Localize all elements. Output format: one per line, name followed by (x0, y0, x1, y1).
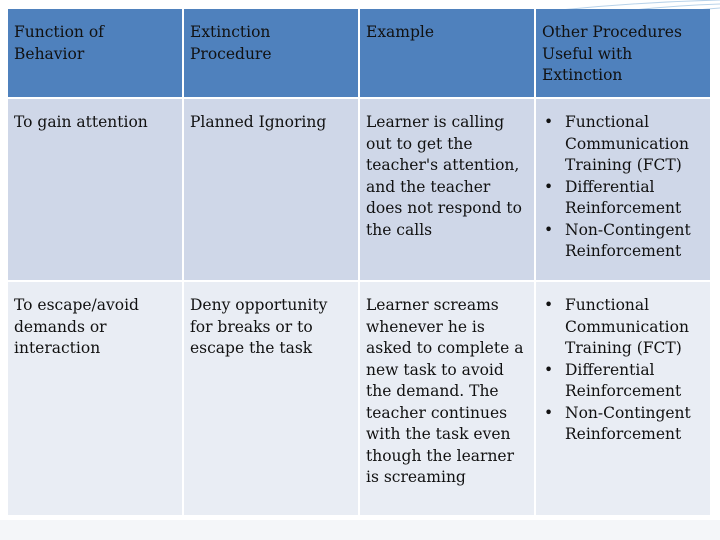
other-procedures-list (542, 295, 704, 446)
cell-example: Learner screams whenever he is asked to complete a new task to avoid the demand. The teacher continues with the task even though the learner is screaming (360, 282, 534, 515)
list-item: • Non-Contingent Reinforcement (542, 220, 704, 263)
list-item: • Differential Reinforcement (542, 177, 704, 220)
cell-function: To escape/avoid demands or interaction (8, 282, 182, 515)
cell-procedure: Deny opportunity for breaks or to escape the task (184, 282, 358, 515)
bottom-strip (0, 520, 720, 540)
table-row (8, 282, 710, 515)
cell-function: To gain attention (8, 99, 182, 280)
list-item: • Differential Reinforcement (542, 360, 704, 403)
cell-other-procedures (536, 99, 710, 280)
extinction-procedures-table (6, 7, 712, 517)
cell-procedure: Planned Ignoring (184, 99, 358, 280)
list-item: • Functional Communication Training (FCT) (542, 112, 704, 177)
table-row (8, 99, 710, 280)
header-other-procedures: Other Procedures Useful with Extinction (536, 9, 710, 97)
cell-other-procedures (536, 282, 710, 515)
list-item: • Functional Communication Training (FCT) (542, 295, 704, 360)
header-function-of-behavior: Function of Behavior (8, 9, 182, 97)
table-header-row (8, 9, 710, 97)
cell-example: Learner is calling out to get the teacher's attention, and the teacher does not respond to the calls (360, 99, 534, 280)
header-extinction-procedure: Extinction Procedure (184, 9, 358, 97)
list-item: • Non-Contingent Reinforcement (542, 403, 704, 446)
header-example: Example (360, 9, 534, 97)
other-procedures-list (542, 112, 704, 263)
